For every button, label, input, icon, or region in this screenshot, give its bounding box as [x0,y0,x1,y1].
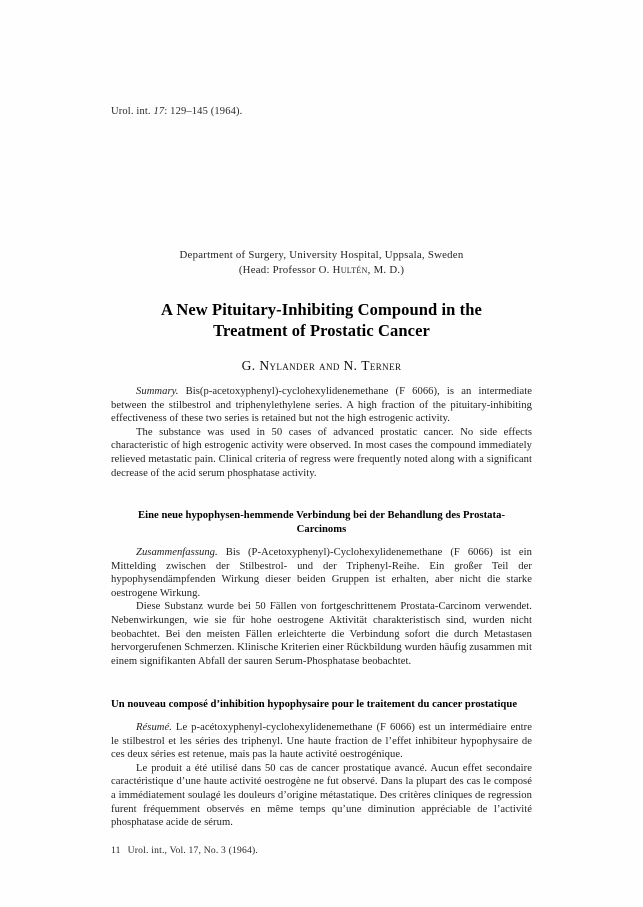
department-head-line [111,263,532,278]
author-two-surname: Terner [361,358,402,373]
front-matter [111,248,532,374]
abstract-english-paragraph-1-text: Bis(p-acetoxyphenyl)-cyclohexylidenemethane (F 6066), is an intermediate between the stilbestrol and triphenylethylene series. A high fraction of the pituitary-inhibiting effectiveness of these two series is retained but not the high estrogenic activity. [111,386,532,425]
abstract-french-paragraph-1-text: Le p-acétoxyphenyl-cyclohexylidenemethane (F 6066) est un intermédiaire entre le stilbestrol et les séries des triphenyl. Une haute fraction de l’effet inhibiteur hypophysaire de ces deux séries est retenue, mais pas la haute activité oestrogénique. [111,722,532,761]
abstract-french-paragraph-1 [111,721,532,762]
abstract-german-paragraph-2: Diese Substanz wurde bei 50 Fällen von fortgeschrittenem Prostata-Carcinom verwendet. Nebenwirkungen, wie sie für hohe oestrogene Aktivität charakteristisch sind, wurden nicht beobachtet. Bei den meisten Fällen erleichterte die Verbindung sofort die durch Metastasen hervorgerufenen Schmerzen. Klinische Kriterien einer Rückbildung wurden häufig zusammen mit einem signifikanten Abfall der sauren Serum-Phosphatase beobachtet. [111,601,532,667]
abstract-english-lead-label: Summary. [136,386,179,397]
abstract-german [111,546,532,668]
abstract-english-paragraph-2: The substance was used in 50 cases of advanced prostatic cancer. No side effects characteristic of high estrogenic activity were observed. In most cases the compound immediately relieved metastatic pain. Clinical criteria of regress were frequently noted along with a significant decrease of the acid serum phosphatase activity. [111,426,532,479]
running-head-journal: Urol. int. [111,106,151,117]
author-one-surname: Nylander [259,358,316,373]
author-one-initial: G. [241,358,260,373]
section-heading-german [111,509,532,537]
abstract-german-paragraph-1-text: Bis (P-Acetoxyphenyl)-Cyclohexylidenemethane (F 6066) ist ein Mittelding zwischen der Stilbestrol- und der Triphenyl-Reihe. Ein großer Teil der hypophysendämpfenden Wirkung dieser beiden Gruppen ist erhalten, aber nicht die starke oestrogene Wirkung. [111,547,532,599]
abstract-french-lead-label: Résumé. [136,722,172,733]
abstract-english-paragraph-1 [111,385,532,426]
page-title-line-1: A New Pituitary-Inhibiting Compound in the [161,300,482,319]
footer-page-number: 11 [111,845,121,856]
author-byline [111,358,532,374]
section-heading-german-line-1: Eine neue hypophysen-hemmende Verbindung bei der Behandlung des Prostata- [137,510,506,521]
author-conjunction: and [315,358,344,373]
running-head-pages-year: 129–145 (1964). [170,106,243,117]
department-head-suffix: , M. D.) [367,264,405,276]
affiliation-line: Department of Surgery, University Hospital, Uppsala, Sweden [179,249,464,261]
abstract-german-lead-label: Zusammenfassung. [136,547,218,558]
department-head-name: Hultén [332,264,368,276]
author-two-initial: N. [343,358,362,373]
footer-citation: Urol. int., Vol. 17, No. 3 (1964). [127,845,259,856]
section-heading-german-line-2: Carcinoms [296,524,347,535]
running-head-volume: 17 [153,106,165,117]
abstract-english [111,385,532,480]
abstract-german-paragraph-1 [111,546,532,600]
page-footer [111,845,258,856]
department-head-prefix: (Head: Professor O. [238,264,333,276]
abstract-french [111,721,532,830]
page-title [111,299,532,341]
section-heading-french: Un nouveau composé d’inhibition hypophysaire pour le traitement du cancer prostatique [111,699,518,710]
running-head-citation [111,106,242,117]
running-head-colon: : [164,106,168,117]
abstract-french-paragraph-2: Le produit a été utilisé dans 50 cas de cancer prostatique avancé. Aucun effet secondaire caractéristique d’une haute activité oestrogène ne fut observé. Dans la plupart des cas le composé a immédiatement soulagé les douleurs d’origine métastatique. Des critères cliniques de regression furent fréquemment observés en même temps qu’une diminution appréciable de l’activité phosphatase acide de sérum. [111,762,532,829]
page-title-line-2: Treatment of Prostatic Cancer [213,321,430,340]
